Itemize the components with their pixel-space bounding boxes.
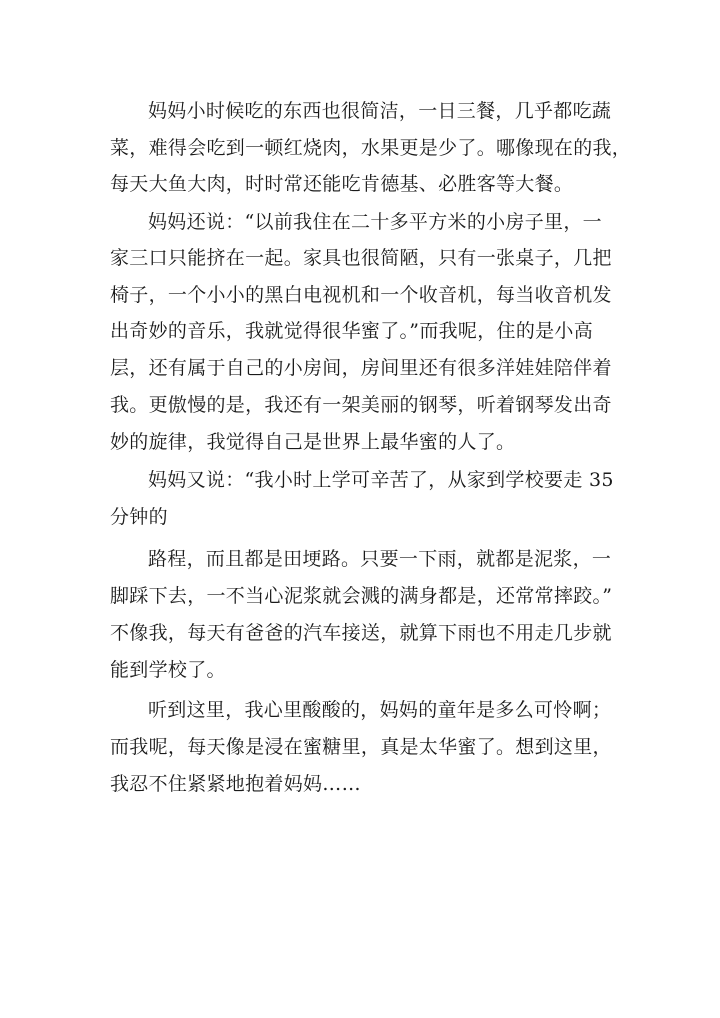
text-line: 妈妈小时候吃的东西也很简洁，一日三餐，几乎都吃蔬 [148, 100, 612, 122]
text-line: 妈妈还说：“以前我住在二十多平方米的小房子里，一 [148, 211, 602, 233]
text-line: 听到这里，我心里酸酸的，妈妈的童年是多么可怜啊； [148, 699, 612, 721]
text-line: 椅子，一个小小的黑白电视机和一个收音机，每当收音机发 [110, 284, 612, 306]
text-line: 路程，而且都是田埂路。只要一下雨，就都是泥浆，一 [148, 548, 612, 570]
text-line: 层，还有属于自己的小房间，房间里还有很多洋娃娃陪伴着 [110, 357, 612, 379]
text-line: 每天大鱼大肉，时时常还能吃肯德基、必胜客等大餐。 [110, 173, 574, 195]
text-line: 不像我，每天有爸爸的汽车接送，就算下雨也不用走几步就 [110, 622, 612, 644]
text-line: 我忍不住紧紧地抱着妈妈…… [110, 773, 361, 795]
text-line: 菜，难得会吃到一顿红烧肉，水果更是少了。哪像现在的我， [110, 137, 632, 159]
text-line: 能到学校了。 [110, 659, 226, 681]
text-line: 家三口只能挤在一起。家具也很简陋，只有一张桌子，几把 [110, 247, 612, 269]
text-line: 妙的旋律，我觉得自己是世界上最华蜜的人了。 [110, 431, 516, 453]
text-line: 我。更傲慢的是，我还有一架美丽的钢琴，听着钢琴发出奇 [110, 394, 612, 416]
text-line: 而我呢，每天像是浸在蜜糖里，真是太华蜜了。想到这里， [110, 736, 612, 758]
text-line: 脚踩下去，一不当心泥浆就会溅的满身都是，还常常摔跤。” [110, 585, 613, 607]
text-line: 分钟的 [110, 506, 168, 528]
text-line: 妈妈又说：“我小时上学可辛苦了，从家到学校要走 35 [148, 469, 614, 491]
text-line: 出奇妙的音乐，我就觉得很华蜜了。”而我呢，住的是小高 [110, 320, 594, 342]
